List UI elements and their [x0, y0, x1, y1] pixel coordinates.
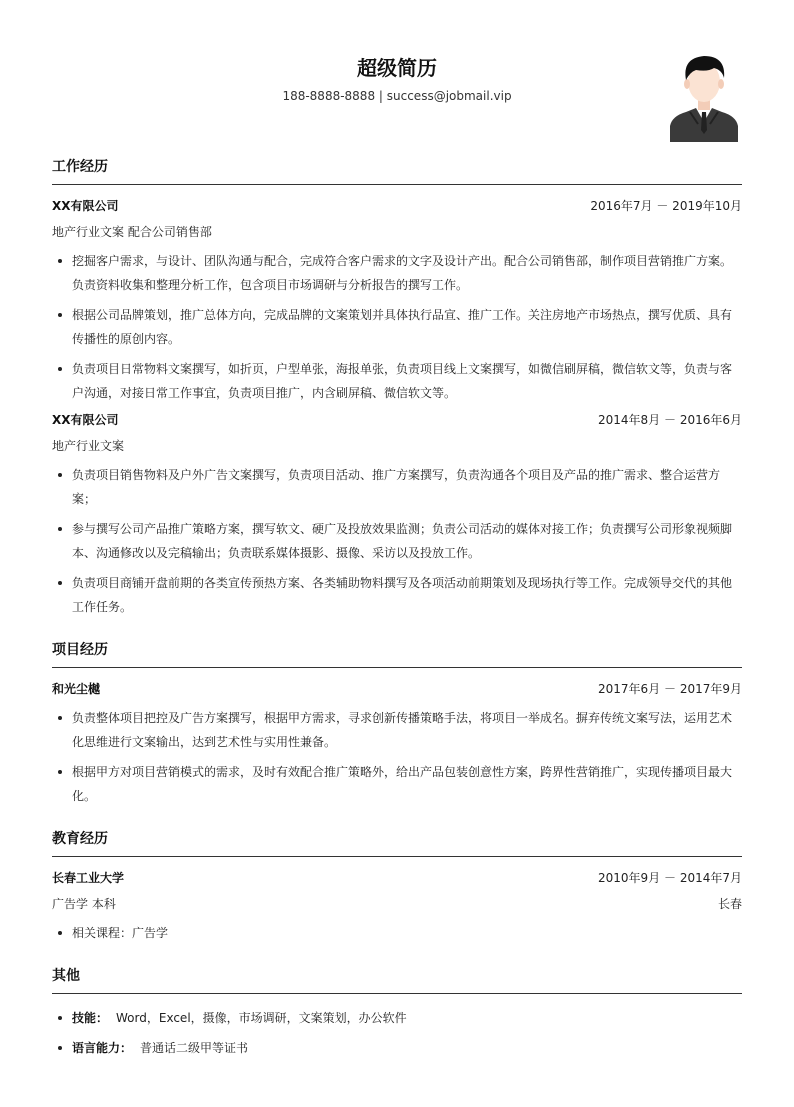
language-label: 语言能力：: [72, 1041, 133, 1055]
person-avatar-icon: [668, 52, 740, 142]
list-item: 语言能力： 普通话二级甲等证书: [52, 1036, 742, 1060]
company-name: XX有限公司: [52, 413, 119, 427]
project-section: [52, 639, 742, 808]
list-item: 技能： Word，Excel，摄像，市场调研，文案策划，办公软件: [52, 1006, 742, 1030]
list-item: 根据甲方对项目营销模式的需求，及时有效配合推广策略外，给出产品包装创意性方案，跨界性营销推广，实现传播项目最大化。: [52, 760, 742, 808]
job-role: 地产行业文案: [52, 439, 125, 453]
list-item: 根据公司品牌策划，推广总体方向，完成品牌的文案策划并具体执行品宣、推广工作。关注房地产市场热点，撰写优质、具有传播性的原创内容。: [52, 303, 742, 351]
project-date: 2017年6月 － 2017年9月: [598, 682, 742, 696]
resume-page: [52, 0, 742, 1066]
list-item: 负责整体项目把控及广告方案撰写，根据甲方需求，寻求创新传播策略手法，将项目一举成名。摒弃传统文案写法，运用艺术化思维进行文案输出，达到艺术性与实用性兼备。: [52, 706, 742, 754]
work-entry: [52, 197, 742, 405]
list-item: 相关课程：广告学: [52, 921, 742, 945]
education-date: 2010年9月 － 2014年7月: [598, 871, 742, 885]
major: 广告学 本科: [52, 897, 116, 911]
project-name: 和光尘樾: [52, 682, 101, 696]
job-role: 地产行业文案 配合公司销售部: [52, 225, 212, 239]
other-section: [52, 965, 742, 1060]
work-entry: [52, 411, 742, 619]
section-title-work: 工作经历: [52, 156, 742, 185]
resume-header: [52, 0, 742, 150]
section-title-project: 项目经历: [52, 639, 742, 668]
school-name: 长春工业大学: [52, 871, 125, 885]
section-title-other: 其他: [52, 965, 742, 994]
education-section: [52, 828, 742, 945]
city: 长春: [717, 897, 742, 911]
contact-info: 188-8888-8888 | success@jobmail.vip: [282, 89, 512, 103]
list-item: 负责项目日常物料文案撰写，如折页，户型单张，海报单张，负责项目线上文案撰写，如微信刷屏稿，微信软文等，负责与客户沟通，对接日常工作事宜，负责项目推广，内含刷屏稿、微信软文等。: [52, 357, 742, 405]
company-name: XX有限公司: [52, 199, 119, 213]
section-title-education: 教育经历: [52, 828, 742, 857]
work-date: 2016年7月 － 2019年10月: [590, 199, 742, 213]
list-item: 挖掘客户需求，与设计、团队沟通与配合，完成符合客户需求的文字及设计产出。配合公司销售部，制作项目营销推广方案。负责资料收集和整理分析工作，包含项目市场调研与分析报告的撰写工作。: [52, 249, 742, 297]
list-item: 负责项目销售物料及户外广告文案撰写，负责项目活动、推广方案撰写，负责沟通各个项目及产品的推广需求、整合运营方案；: [52, 463, 742, 511]
work-date: 2014年8月 － 2016年6月: [598, 413, 742, 427]
list-item: 参与撰写公司产品推广策略方案，撰写软文、硬广及投放效果监测；负责公司活动的媒体对接工作；负责撰写公司形象视频脚本、沟通修改以及完稿输出；负责联系媒体摄影、摄像、采访以及投放工作。: [52, 517, 742, 565]
list-item: 负责项目商铺开盘前期的各类宣传预热方案、各类辅助物料撰写及各项活动前期策划及现场执行等工作。完成领导交代的其他工作任务。: [52, 571, 742, 619]
skill-label: 技能：: [72, 1011, 109, 1025]
work-section: [52, 156, 742, 619]
resume-name: 超级简历: [357, 56, 437, 80]
